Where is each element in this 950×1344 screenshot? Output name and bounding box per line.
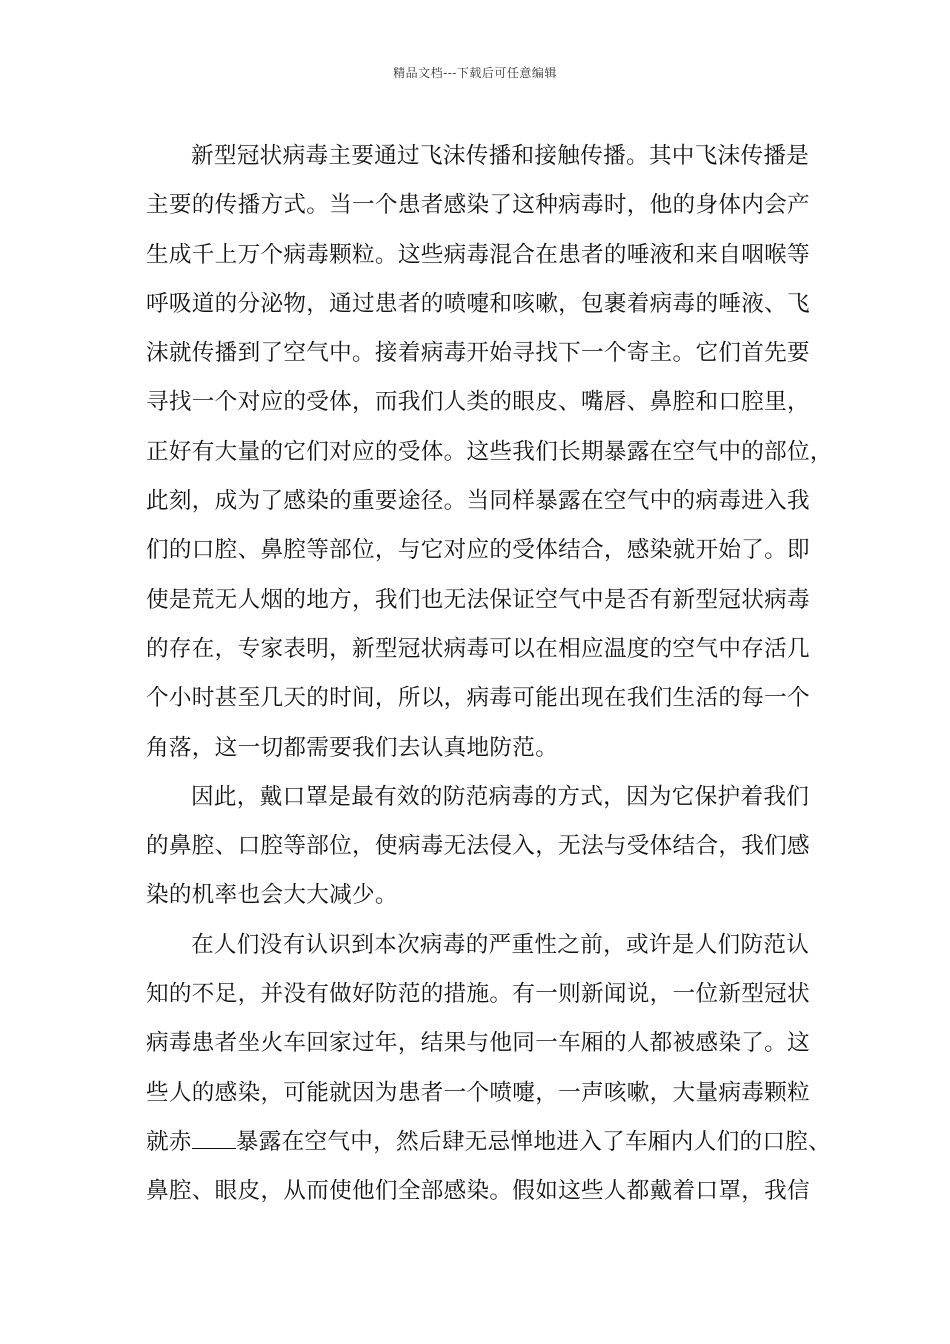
- text-line: 生成千上万个病毒颗粒。这些病毒混合在患者的唾液和来自咽喉等: [146, 241, 810, 268]
- text-line: 在人们没有认识到本次病毒的严重性之前，或许是人们防范认: [191, 931, 810, 958]
- text-before-blank: 就赤: [146, 1128, 192, 1155]
- text-line: 角落，这一切都需要我们去认真地防范。: [146, 734, 559, 761]
- document-body: [146, 132, 833, 1217]
- text-line: 的鼻腔、口腔等部位，使病毒无法侵入，无法与受体结合，我们感: [146, 833, 810, 860]
- text-line: 知的不足，并没有做好防范的措施。有一则新闻说，一位新型冠状: [146, 981, 810, 1008]
- text-line: 沫就传播到了空气中。接着病毒开始寻找下一个寄主。它们首先要: [146, 340, 810, 367]
- paragraph-1: [146, 132, 833, 773]
- text-line: 病毒患者坐火车回家过年，结果与他同一车厢的人都被感染了。这: [146, 1030, 810, 1057]
- paragraph-2: [146, 773, 810, 921]
- text-line: 染的机率也会大大减少。: [146, 882, 398, 909]
- text-line: 寻找一个对应的受体，而我们人类的眼皮、嘴唇、鼻腔和口腔里，: [146, 389, 810, 416]
- text-after-blank: 暴露在空气中，然后肆无忌惮地进入了车厢内人们的口腔、: [235, 1128, 832, 1155]
- text-line: 主要的传播方式。当一个患者感染了这种病毒时，他的身体内会产: [146, 192, 810, 219]
- fill-in-blank: [192, 1130, 236, 1149]
- text-line: 正好有大量的它们对应的受体。这些我们长期暴露在空气中的部位，: [146, 438, 833, 465]
- text-line: 们的口腔、鼻腔等部位，与它对应的受体结合，感染就开始了。即: [146, 537, 810, 564]
- text-line: 使是荒无人烟的地方，我们也无法保证空气中是否有新型冠状病毒: [146, 586, 810, 613]
- text-line: 因此，戴口罩是最有效的防范病毒的方式，因为它保护着我们: [191, 783, 810, 810]
- text-line: 些人的感染，可能就因为患者一个喷嚏，一声咳嗽，大量病毒颗粒: [146, 1079, 810, 1106]
- page-header: 精品文档---下载后可任意编辑: [393, 66, 557, 80]
- text-line: 的存在，专家表明，新型冠状病毒可以在相应温度的空气中存活几: [146, 635, 810, 662]
- text-line: 新型冠状病毒主要通过飞沫传播和接触传播。其中飞沫传播是: [191, 143, 810, 169]
- paragraph-3: [146, 921, 832, 1217]
- text-line-with-blank: [146, 1118, 832, 1167]
- text-line: 呼吸道的分泌物，通过患者的喷嚏和咳嗽，包裹着病毒的唾液、飞: [146, 290, 810, 317]
- text-line: 此刻，成为了感染的重要途径。当同样暴露在空气中的病毒进入我: [146, 488, 810, 515]
- text-line: 鼻腔、眼皮，从而使他们全部感染。假如这些人都戴着口罩，我信: [146, 1178, 810, 1205]
- text-line: 个小时甚至几天的时间，所以，病毒可能出现在我们生活的每一个: [146, 685, 810, 712]
